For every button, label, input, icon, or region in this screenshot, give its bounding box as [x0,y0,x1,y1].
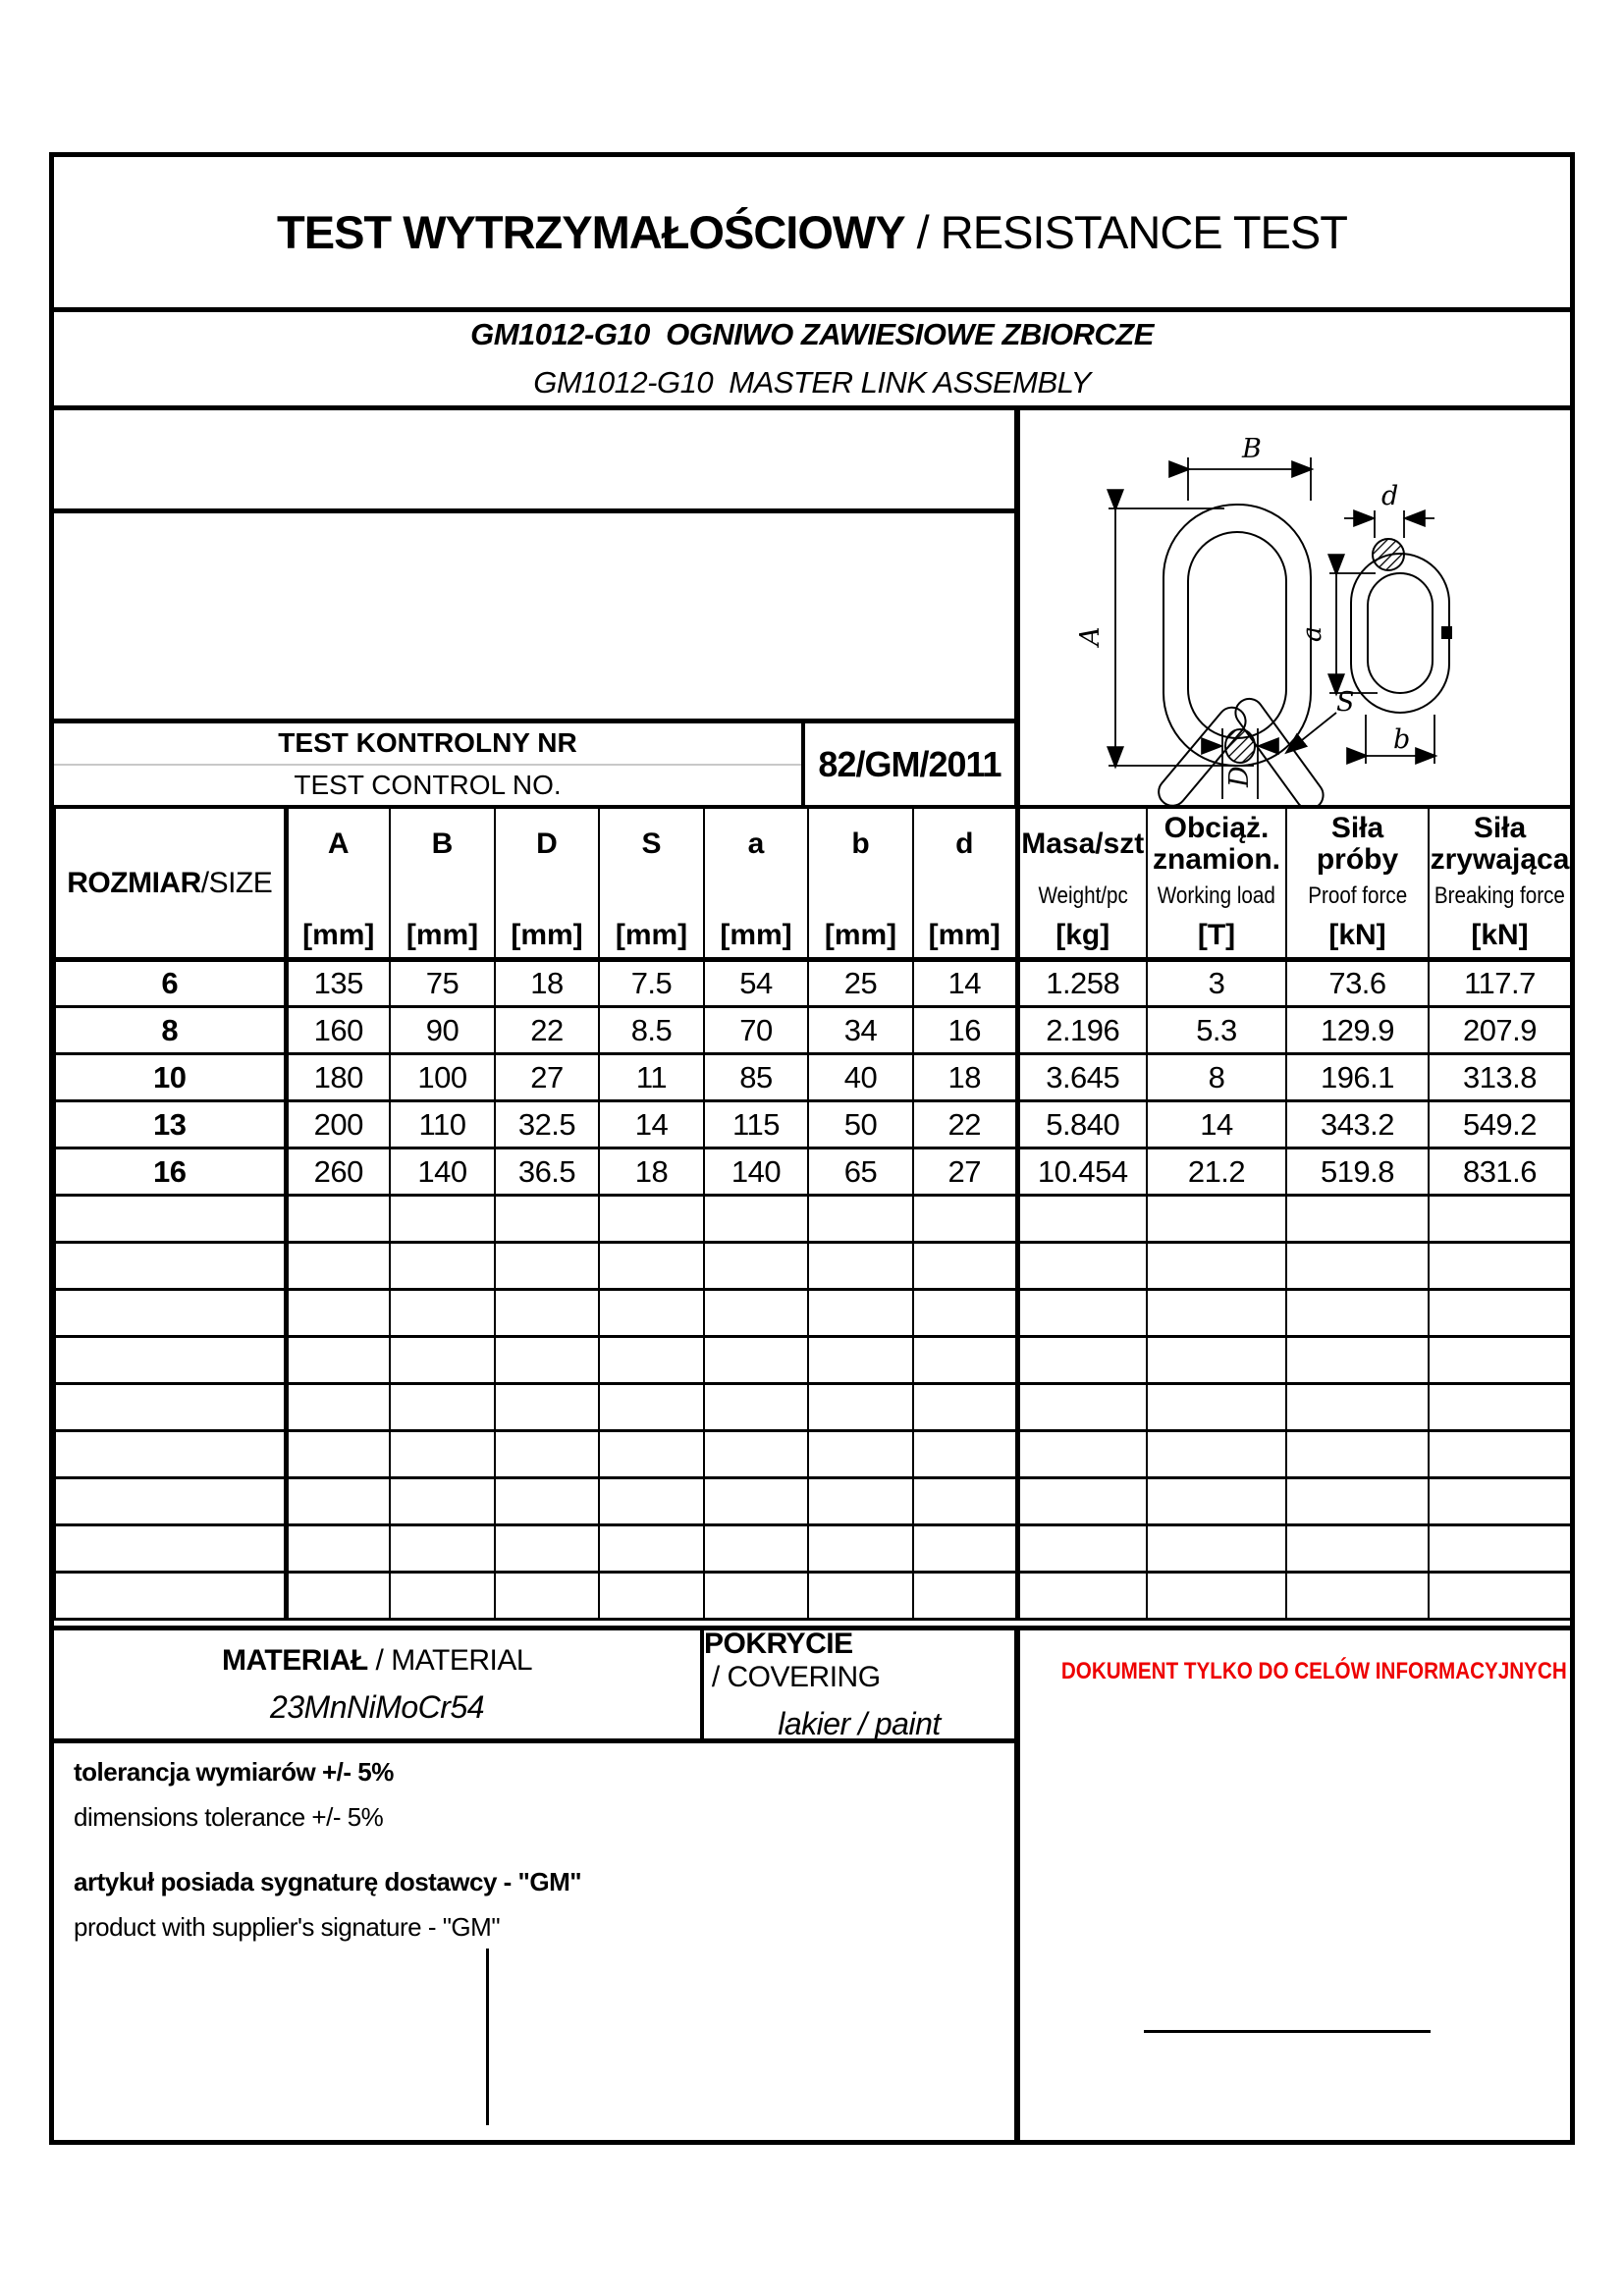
svg-text:B: B [1242,434,1262,464]
product-subtitle [54,312,1570,410]
empty-row [55,1290,1571,1337]
master-link-outline [1163,505,1311,766]
title-english: RESISTANCE TEST [940,206,1347,258]
col-header-size: ROZMIAR /SIZE [55,807,286,960]
svg-text:d: d [1381,481,1399,511]
note-signature-en: product with supplier's signature - "GM" [74,1912,501,1942]
test-control-label-en: TEST CONTROL NO. [294,769,562,800]
material-cell [54,1630,704,1738]
svg-text:D: D [1224,766,1255,787]
test-certificate-document [49,152,1575,2145]
test-control-row [54,723,1014,805]
info-panel [1014,1626,1570,2140]
empty-row [55,1431,1571,1478]
col-header-working-load: Obciąż. znamion. Working load [T] [1147,807,1286,960]
empty-row [55,1337,1571,1384]
empty-row [55,1196,1571,1243]
page-title [54,157,1570,312]
subtitle-polish: GM1012-G10 OGNIWO ZAWIESIOWE ZBIORCZE [470,317,1154,351]
note-signature-pl: artykuł posiada sygnaturę dostawcy - "GM" [74,1867,582,1896]
note-tolerance-en: dimensions tolerance +/- 5% [74,1802,384,1832]
test-control-label-pl: TEST KONTROLNY NR [54,723,801,766]
empty-row [55,1573,1571,1620]
title-separator: / [904,206,941,258]
subtitle-english: GM1012-G10 MASTER LINK ASSEMBLY [533,365,1091,400]
table-body [55,960,1571,1620]
dimension-d [1344,481,1434,538]
dimension-B [1188,434,1311,501]
test-control-number: 82/GM/2011 [818,743,1001,784]
covering-cell [704,1627,1014,1741]
table-row: 6 135 75 18 7.5 54 25 14 1.258 3 73.6 117.7 [55,960,1571,1007]
empty-row [55,1478,1571,1525]
col-header-B: B [mm] [390,807,495,960]
svg-text:a: a [1297,625,1327,642]
dimensions-table [54,805,1572,1621]
test-control-label-cell [54,723,805,805]
dimension-a [1297,573,1378,693]
empty-row [55,1525,1571,1573]
technical-drawing-panel [1014,410,1570,805]
svg-text:S: S [1336,687,1355,718]
notes-section [54,1743,1014,2140]
col-header-d: d [mm] [913,807,1017,960]
material-value: 23MnNiMoCr54 [269,1688,485,1725]
informational-purposes-note: DOKUMENT TYLKO DO CELÓW INFORMACYJNYCH [1060,1658,1567,1684]
empty-box-upper [54,410,1014,513]
empty-box-lower [54,513,1014,723]
col-header-S: S [mm] [599,807,704,960]
signature-line [1144,2030,1431,2033]
col-header-b: b [mm] [808,807,913,960]
col-header-weight: Masa/szt Weight/pc [kg] [1017,807,1147,960]
svg-text:A: A [1075,626,1106,646]
svg-text:b: b [1393,724,1411,755]
title-polish: TEST WYTRZYMAŁOŚCIOWY [277,206,905,258]
covering-label: POKRYCIE / COVERING [704,1627,881,1693]
empty-row [55,1384,1571,1431]
col-header-a: a [mm] [704,807,808,960]
col-header-D: D [mm] [495,807,599,960]
table-row: 8 160 90 22 8.5 70 34 16 2.196 5.3 129.9 207.9 [55,1007,1571,1054]
material-label: MATERIAŁ / MATERIAL [221,1643,533,1677]
master-link-drawing [1020,410,1570,805]
table-row: 13 200 110 32.5 14 115 50 22 5.840 14 343.2 549.2 [55,1101,1571,1148]
col-header-A: A [mm] [286,807,390,960]
small-link-outline [1351,539,1452,713]
table-row: 16 260 140 36.5 18 140 65 27 10.454 21.2 519.8 831.6 [55,1148,1571,1196]
empty-row [55,1243,1571,1290]
table-header-row [55,807,1571,960]
dimension-b [1366,715,1434,764]
material-covering-row [54,1626,1014,1743]
dimension-S [1287,687,1355,752]
covering-value: lakier / paint [778,1705,941,1741]
col-header-proof-force: Siła próby Proof force [kN] [1286,807,1429,960]
note-tolerance-pl: tolerancja wymiarów +/- 5% [74,1757,394,1787]
table-row: 10 180 100 27 11 85 40 18 3.645 8 196.1 313.8 [55,1054,1571,1101]
leg-cross-section [1225,729,1255,763]
fold-mark [486,1949,489,2125]
col-header-breaking-force: Siła zrywająca Breaking force [kN] [1429,807,1571,960]
